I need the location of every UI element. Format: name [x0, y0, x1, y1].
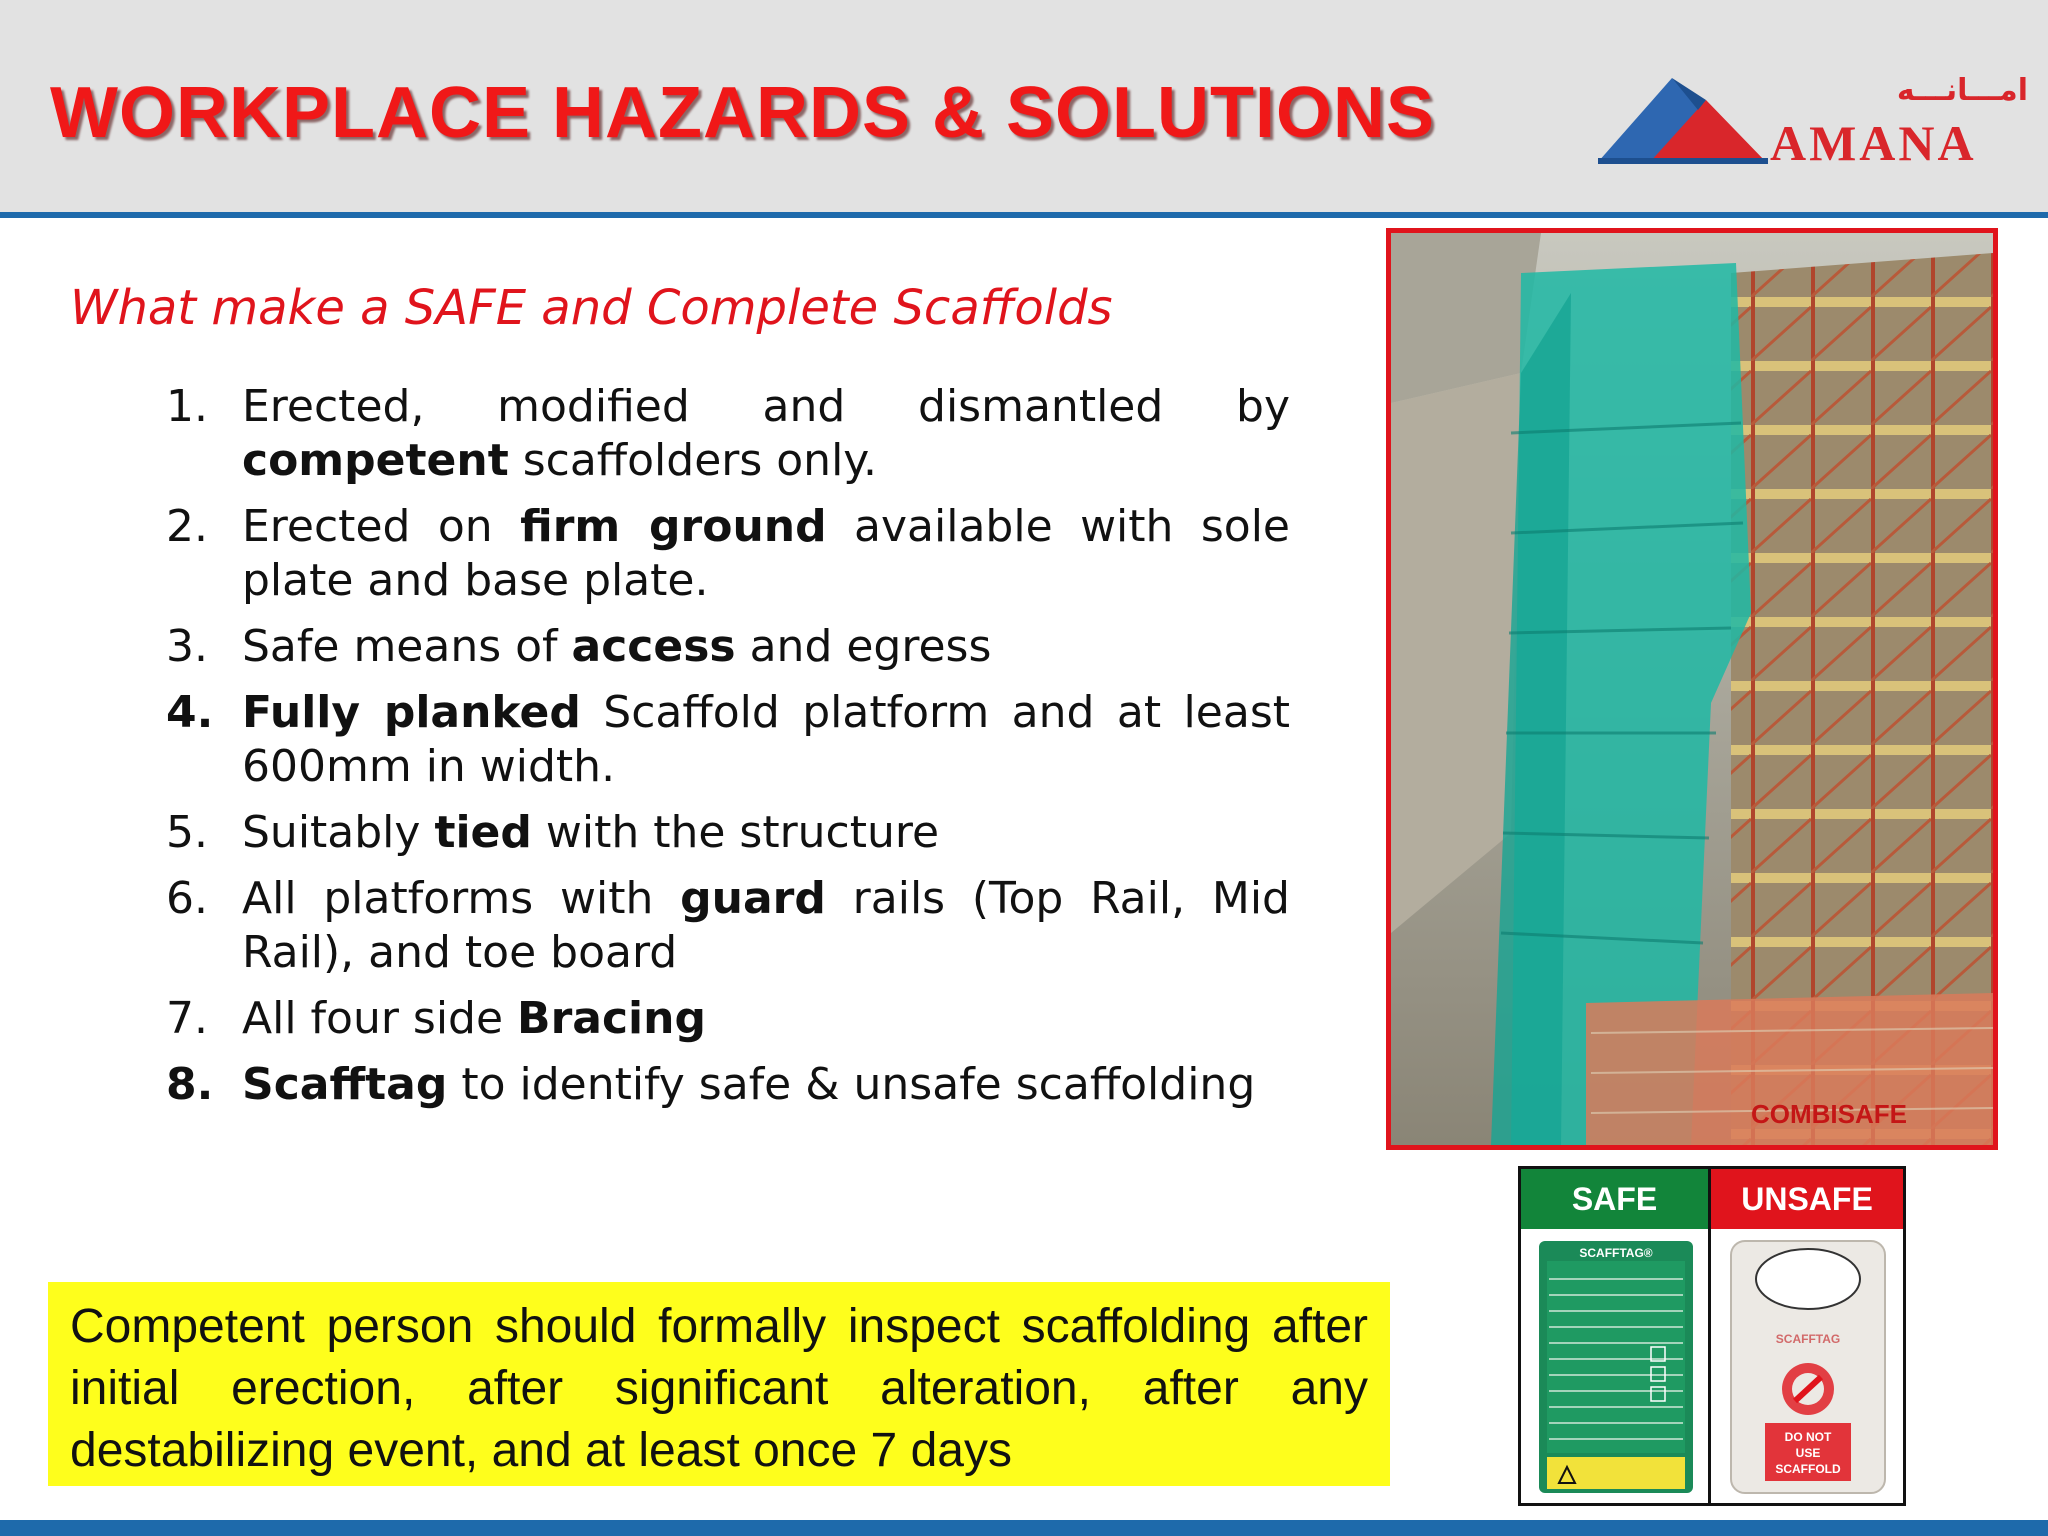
footer-bar	[0, 1520, 2048, 1536]
list-item-emphasis: tied	[434, 807, 532, 858]
list-item-text: Erected, modified and dismantled by	[242, 381, 1290, 432]
list-item-text: scaffolders only.	[508, 435, 878, 486]
safe-scafftag-icon	[1537, 1239, 1695, 1495]
list-item	[160, 500, 1290, 608]
list-item-emphasis: Bracing	[517, 993, 706, 1044]
unsafe-tag-line1: DO NOT	[1784, 1430, 1832, 1444]
list-item-text: with the structure	[531, 807, 940, 858]
unsafe-scafftag-icon	[1729, 1239, 1887, 1495]
list-item-text: to identify safe & unsafe scaffolding	[447, 1059, 1256, 1110]
list-item-text: rails (Top Rail, Mid Rail), and toe board	[242, 873, 1290, 978]
scaffold-photo	[1386, 228, 1998, 1150]
list-item-text: All four side	[242, 993, 518, 1044]
list-item-emphasis: guard	[680, 873, 826, 924]
list-item-text: Scaffold platform and at least 600mm in width.	[242, 687, 1290, 792]
header	[0, 0, 2048, 218]
list-item-emphasis: competent	[242, 435, 509, 486]
safe-tag-title: SCAFFTAG®	[1579, 1246, 1653, 1260]
safe-label: SAFE	[1521, 1169, 1708, 1229]
list-item	[160, 872, 1290, 980]
list-item-emphasis: Fully planked	[242, 687, 581, 738]
safety-checklist	[160, 380, 1290, 1124]
list-item-number: 8.	[166, 1059, 214, 1110]
list-item-text: All platforms with	[242, 873, 681, 924]
list-item-number: 4.	[166, 687, 214, 738]
list-item	[160, 380, 1290, 488]
page-title: WORKPLACE HAZARDS & SOLUTIONS	[50, 73, 1435, 153]
section-subtitle: What make a SAFE and Complete Scaffolds	[70, 280, 1113, 336]
list-item-number: 1.	[166, 381, 208, 432]
list-item-text: Safe means of	[242, 621, 572, 672]
list-item-number: 6.	[166, 873, 208, 924]
scaffold-illustration-icon	[1391, 233, 1993, 1145]
unsafe-label: UNSAFE	[1711, 1169, 1903, 1229]
unsafe-tag-title: SCAFFTAG	[1775, 1332, 1841, 1346]
list-item	[160, 686, 1290, 794]
list-item-number: 5.	[166, 807, 208, 858]
tag-divider	[1708, 1169, 1711, 1503]
list-item-emphasis: firm ground	[520, 501, 827, 552]
list-item-text: Suitably	[242, 807, 435, 858]
list-item-text: and egress	[735, 621, 992, 672]
list-item-text: available with sole plate and base plate.	[242, 501, 1290, 606]
list-item	[160, 992, 1290, 1046]
list-item-number: 2.	[166, 501, 208, 552]
unsafe-tag-line3: SCAFFOLD	[1775, 1462, 1841, 1476]
inspection-note: Competent person should formally inspect scaffolding after initial erection, after significant alteration, after any destabilizing event, and at least once 7 days	[48, 1282, 1390, 1486]
list-item	[160, 1058, 1290, 1112]
photo-banner-text: COMBISAFE	[1751, 1099, 1907, 1129]
list-item-number: 7.	[166, 993, 208, 1044]
list-item-emphasis: Scafftag	[242, 1059, 448, 1110]
list-item-text: Erected on	[242, 501, 521, 552]
list-item	[160, 806, 1290, 860]
logo-arabic-text: امـــانـــه	[1896, 73, 2028, 108]
list-item-emphasis: access	[571, 621, 736, 672]
list-item	[160, 620, 1290, 674]
logo-text: AMANA	[1770, 115, 1977, 171]
scafftag-panel	[1518, 1166, 1906, 1506]
unsafe-tag-line2: USE	[1795, 1446, 1821, 1460]
list-item-number: 3.	[166, 621, 208, 672]
